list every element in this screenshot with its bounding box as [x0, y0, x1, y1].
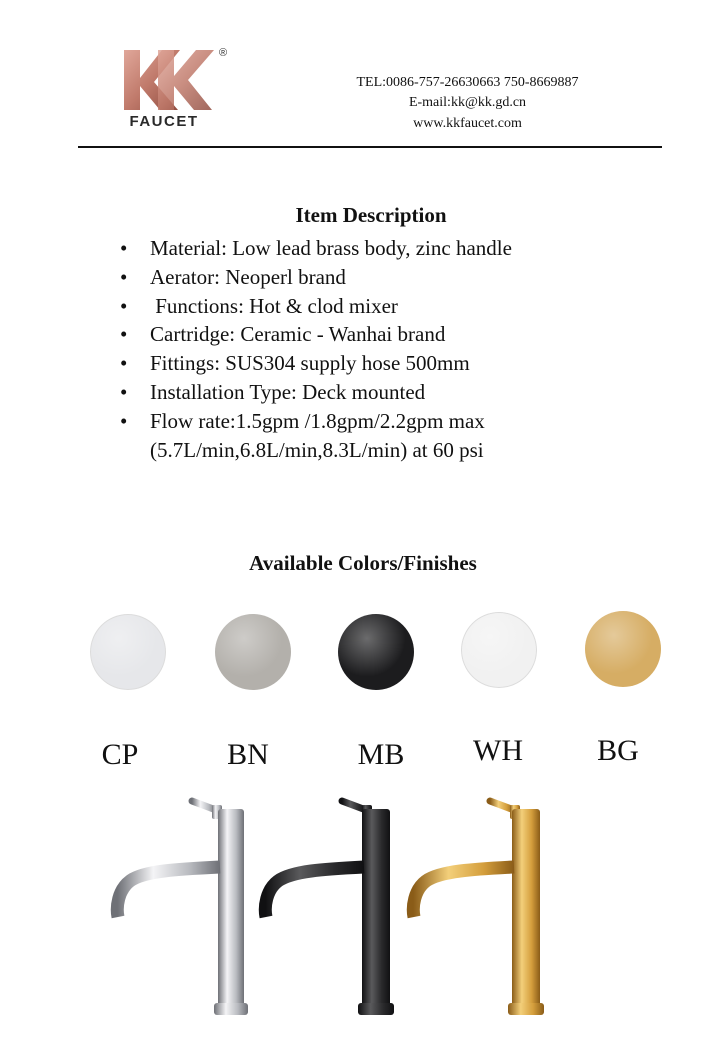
list-item-text: Cartridge: Ceramic - Wanhai brand: [150, 322, 446, 347]
list-item-text: Material: Low lead brass body, zinc handle: [150, 236, 512, 260]
contact-website[interactable]: www.kkfaucet.com: [413, 116, 522, 131]
contact-telephone: TEL:0086-757-26630663 750-8669887: [356, 75, 579, 90]
swatch-mb: [338, 614, 414, 690]
list-item: [120, 263, 512, 292]
list-item: [120, 320, 512, 349]
swatch-wh: [461, 612, 537, 688]
faucet-black-image: [254, 795, 404, 1020]
faucet-chrome-image: [108, 795, 258, 1020]
item-description-list: [120, 234, 512, 464]
list-item-text: Functions: Hot & clod mixer: [150, 293, 398, 318]
list-item: [120, 407, 512, 465]
swatch-bn: [215, 614, 291, 690]
list-item: [120, 234, 512, 263]
item-description-title: Item Description: [295, 203, 447, 227]
faucet-gold-image: [404, 795, 554, 1020]
available-colors-title: Available Colors/Finishes: [249, 551, 477, 575]
swatch-label-wh: WH: [473, 734, 523, 767]
list-item: [120, 378, 512, 407]
list-item: [120, 292, 512, 321]
swatch-label-bn: BN: [227, 738, 269, 771]
swatch-bg: [585, 611, 661, 687]
contact-email[interactable]: E-mail:kk@kk.gd.cn: [408, 95, 527, 110]
swatch-label-cp: CP: [101, 738, 139, 771]
logo-wordmark: FAUCET: [129, 113, 199, 130]
list-item-text: Installation Type: Deck mounted: [150, 379, 426, 404]
swatch-label-mb: MB: [357, 738, 405, 771]
list-item-continuation: (5.7L/min,6.8L/min,8.3L/min) at 60 psi: [150, 437, 484, 462]
swatch-label-bg: BG: [597, 734, 639, 767]
registered-trademark-symbol: ®: [219, 47, 228, 59]
list-item-text: Aerator: Neoperl brand: [150, 264, 346, 289]
swatch-cp: [90, 614, 166, 690]
list-item-text: • Flow rate:1.5gpm /1.8gpm/2.2gpm max: [150, 408, 485, 433]
list-item: [120, 349, 512, 378]
header-divider: [78, 146, 662, 148]
list-item-text: Fittings: SUS304 supply hose 500mm: [150, 351, 470, 376]
